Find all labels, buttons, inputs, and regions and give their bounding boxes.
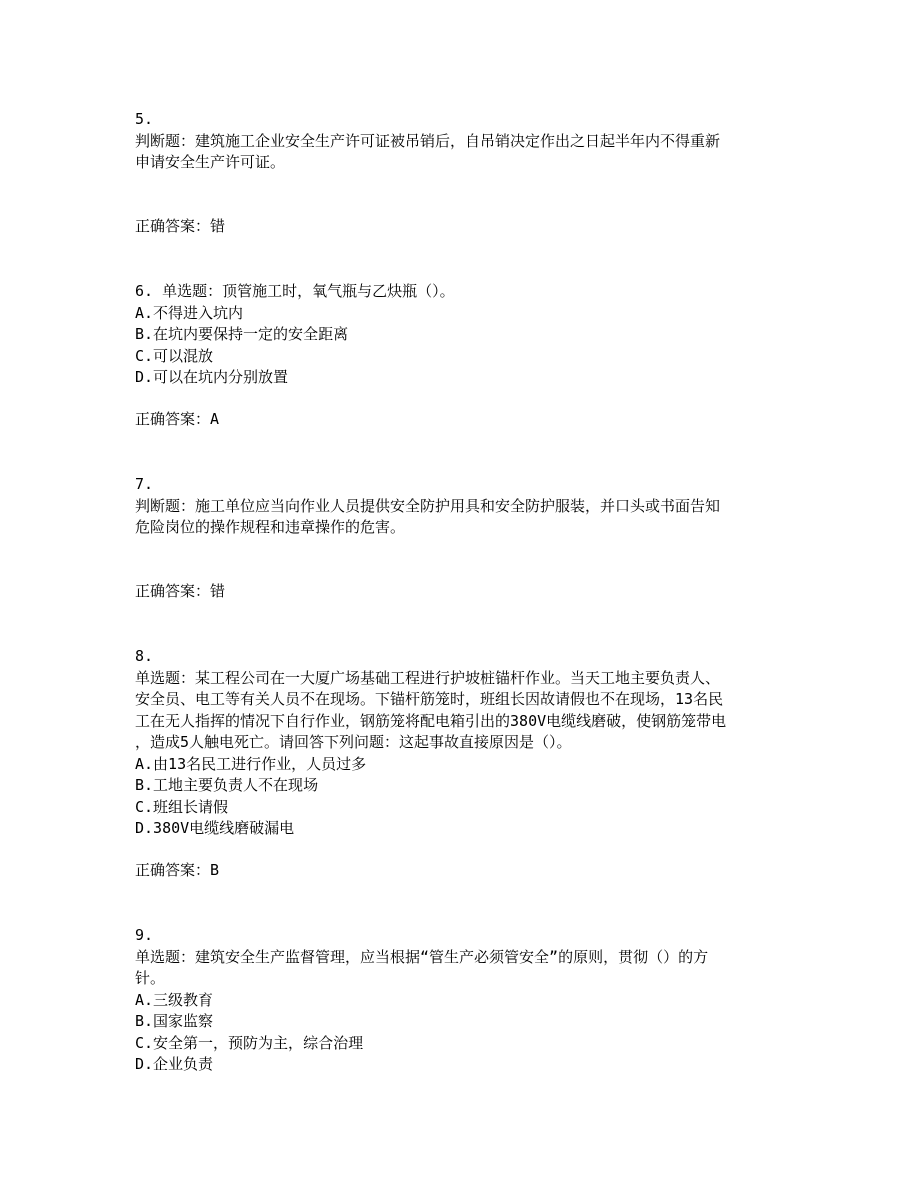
question-text-line: 安全员、电工等有关人员不在现场。下锚杆筋笼时，班组长因故请假也不在现场，13名民 [135,690,724,708]
question-text-line: 申请安全生产许可证。 [135,153,286,171]
question-text-line: 工在无人指挥的情况下自行作业，钢筋笼将配电箱引出的380V电缆线磨破，使钢筋笼带电 [135,711,727,730]
question-6 [135,281,795,389]
answer-6: 正确答案：A [135,410,220,428]
answer-8: 正确答案：B [135,861,220,879]
question-text-line: 6. 单选题：顶管施工时，氧气瓶与乙炔瓶（）。 [135,282,455,300]
question-text-line: 危险岗位的操作规程和违章操作的危害。 [135,518,406,536]
question-7 [135,474,795,539]
answer-5: 正确答案：错 [135,217,226,235]
option-b: B.在坑内要保持一定的安全距离 [135,325,349,343]
option-b: B.国家监察 [135,1012,214,1030]
option-d: D.380V电缆线磨破漏电 [135,819,295,837]
question-text-line: 判断题：建筑施工企业安全生产许可证被吊销后，自吊销决定作出之日起半年内不得重新 [135,131,721,150]
answer-7: 正确答案：错 [135,582,226,600]
question-number: 9. [135,926,154,944]
option-c: C.班组长请假 [135,797,229,816]
option-a: A.三级教育 [135,990,214,1009]
option-d: D.企业负责 [135,1055,214,1073]
question-text-line: 判断题：施工单位应当向作业人员提供安全防护用具和安全防护服装，并口头或书面告知 [135,496,721,515]
question-5 [135,109,795,174]
question-text-line: 单选题：某工程公司在一大厦广场基础工程进行护坡桩锚杆作业。当天工地主要负责人、 [135,668,721,687]
option-d: D.可以在坑内分别放置 [135,368,289,386]
option-b: B.工地主要负责人不在现场 [135,776,319,794]
option-c: C.安全第一，预防为主，综合治理 [135,1033,364,1052]
question-8 [135,646,795,840]
option-a: A.不得进入坑内 [135,303,244,322]
question-text-line: ，造成5人触电死亡。请回答下列问题：这起事故直接原因是（）。 [135,733,572,751]
question-number: 8. [135,647,154,665]
option-c: C.可以混放 [135,346,214,365]
question-number: 5. [135,110,154,128]
question-text-line: 针。 [135,969,166,987]
question-number: 7. [135,475,154,493]
question-number: 6. [135,282,154,300]
option-a: A.由13名民工进行作业，人员过多 [135,754,367,773]
question-text-line: 单选题：建筑安全生产监督管理，应当根据“管生产必须管安全”的原则，贯彻（）的方 [135,947,709,966]
question-9 [135,925,795,1076]
